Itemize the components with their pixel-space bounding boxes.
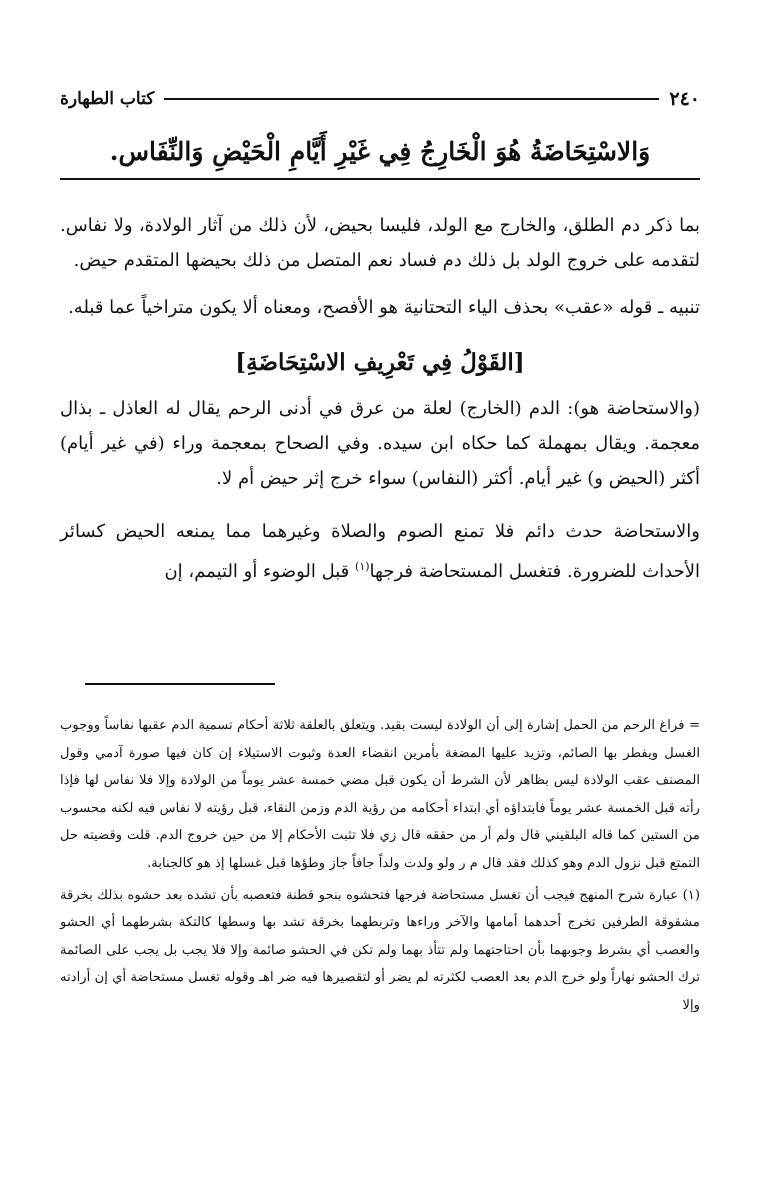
footnote-marker: (١) xyxy=(355,560,370,573)
running-header xyxy=(60,84,700,114)
matn-divider xyxy=(60,178,700,180)
paragraph-4-text-b: قبل الوضوء أو التيمم، إن xyxy=(164,561,356,582)
paragraph-4-text-a: والاستحاضة حدث دائم فلا تمنع الصوم والصلاة وغيرهما مما يمنعه الحيض كسائر الأحداث للضرورة. فتغسل المستحاضة فرجها xyxy=(60,521,700,582)
section-heading: [القَوْلُ فِي تَعْرِيفِ الاسْتِحَاضَةِ] xyxy=(235,349,525,376)
footnote-separator xyxy=(85,683,275,685)
page-number: ٢٤٠ xyxy=(669,88,700,110)
paragraph-2: تنبيه ـ قوله «عقب» بحذف الياء التحتانية هو الأفصح، ومعناه ألا يكون متراخياً عما قبله. xyxy=(68,297,700,318)
paragraph-3: (والاستحاضة هو): الدم (الخارج) لعلة من عرق في أدنى الرحم يقال له العاذل ـ بذال معجمة. ويقال بمهملة كما حكاه ابن سيده. وفي الصحاح بمعجمة وراء (في غير أيام) أكثر (الحيض و) غير أيام. أكثر (النفاس) سواء خرج إثر حيض أم لا. xyxy=(60,398,700,489)
commentary-body xyxy=(60,208,700,601)
paragraph-4 xyxy=(60,514,700,589)
matn-text: وَالاسْتِحَاضَةُ هُوَ الْخَارِجُ فِي غَيْرِ أَيَّامِ الْحَيْضِ وَالنِّفَاس. xyxy=(109,137,651,166)
footnote-1: (١) عبارة شرح المنهج فيجب أن تغسل مستحاضة فرجها فتحشوه بنحو قطنة فتعصبه بأن تشده بعد حشوه بذلك بخرقة مشقوقة الطرفين تخرج أحدهما أمامها والآخر وراءها وتربطهما بخرقة تشد بها وسطها كالتكة بشرطهما أي الحشو والعصب أي بشرط وجوبهما بأن احتاجتهما ولم تتأذ بهما ولم تكن في الحشو صائمة وإلا فلا يجب بل يجب على الصائمة ترك الحشو نهاراً ولو خرج الدم بعد العصب لكثرته لم يضر أو لتقصيرها فيه ضر اهـ وقوله تغسل مستحاضة أي إن أرادته وإلا xyxy=(60,887,700,1013)
paragraph-1: بما ذكر دم الطلق، والخارج مع الولد، فليسا بحيض، لأن ذلك من آثار الولادة، ولا نفاس. لتقدمه على خروج الولد بل ذلك دم فساد نعم المتصل من ذلك بحيضها المتقدم حيض. xyxy=(60,215,700,271)
footnote-continuation: = فراغ الرحم من الحمل إشارة إلى أن الولادة ليست بقيد. ويتعلق بالعلقة ثلاثة أحكام تسمية الدم عقبها نفاساً ووجوب الغسل ويفطر بها الصائم، وتزيد عليها المضغة بأمرين انقضاء العدة وثبوت الاستيلاء إن كان فيها صورة آدمي وقول المصنف عقب الولادة ليس بظاهر لأن الشرط أن يكون قبل مضي خمسة عشر يوماً من الولادة وإلا فلا نفاس لها فإذا رأته قبل الخمسة عشر يوماً فابتداؤه أي ابتداء أحكامه من رؤية الدم وزمن النقاء، قبل رؤيته لا نفاس فيه لكنه محسوب من الستين كما قاله البلقيني قال ولم أر من حققه قال زي فلا تثبت الأحكام إلا من حين خروج الدم. قلت وقضيته حل التمتع قبل نزول الدم وهو كذلك فقد قال م ر ولو ولدت ولداً جافاً جاز وطؤها قبل غسلها إذ هو كالجنابة. xyxy=(60,718,700,871)
header-rule xyxy=(164,98,659,100)
footnotes xyxy=(60,712,700,1024)
book-title: كتاب الطهارة xyxy=(60,89,155,109)
